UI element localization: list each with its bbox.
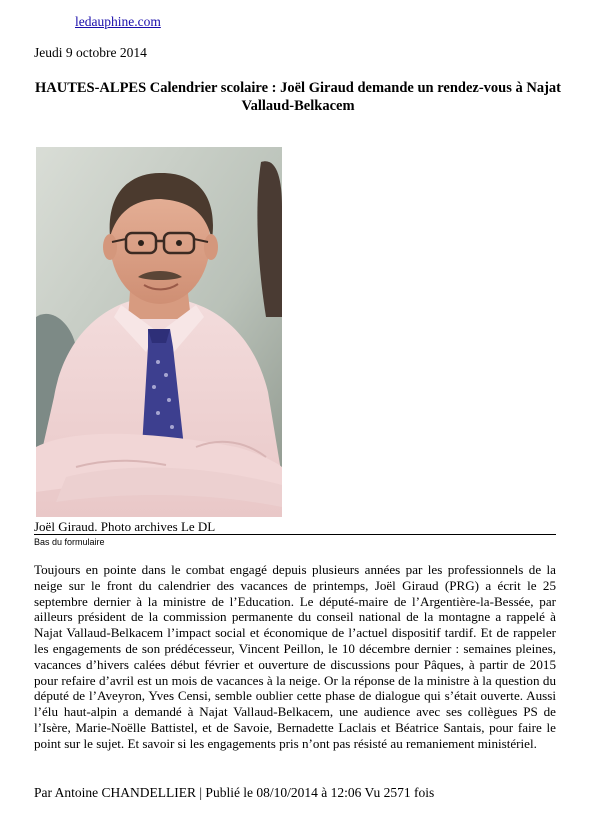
article-date: Jeudi 9 octobre 2014 — [34, 45, 147, 60]
article-byline: Par Antoine CHANDELLIER | Publié le 08/10/2014 à 12:06 Vu 2571 fois — [34, 785, 435, 800]
source-site-link[interactable]: ledauphine.com — [75, 14, 161, 29]
article-body: Toujours en pointe dans le combat engagé depuis plusieurs années par les professionnels de la neige sur le front du calendrier des vacances de printemps, Joël Giraud (PRG) a écrit le 25 septembre dernier à la ministre de l’Education. Le député-maire de l’Argentière-la-Bessée, par ailleurs président de la commission permanente du conseil national de la montagne a rappelé à Najat Vallaud-Belkacem l’impact social et économique de l’actuel dispositif tardif. Et de rappeler les engagements de son prédécesseur, Vincent Peillon, le 10 décembre dernier : semaines pleines, vacances d’hivers calées début février et ouverture de discussions pour Pâques, à partir de 2015 pour refaire d’avril est un mois de vacances à la neige. Or la réponse de la ministre à la question du député de l’Aveyron, Yves Censi, semble oublier cette phase de dialogue qui s’était ouverte. Aussi l’élu haut-alpin a demandé à Najat Vallaud-Belkacem, une audience avec ses collègues PS de l’Isère, Marie-Noëlle Battistel, et de Savoie, Bernadette Laclais et Béatrice Santais, pour faire le point sur le sujet. Et savoir si les engagements pris n’ont pas résisté au remaniement ministériel. — [34, 562, 556, 751]
article-photo — [36, 147, 282, 517]
form-divider — [34, 534, 556, 535]
photo-caption: Joël Giraud. Photo archives Le DL — [34, 519, 216, 534]
article-headline: HAUTES-ALPES Calendrier scolaire : Joël Giraud demande un rendez-vous à Najat Vallaud-Belkacem — [34, 80, 562, 114]
form-bottom-label: Bas du formulaire — [34, 537, 105, 547]
